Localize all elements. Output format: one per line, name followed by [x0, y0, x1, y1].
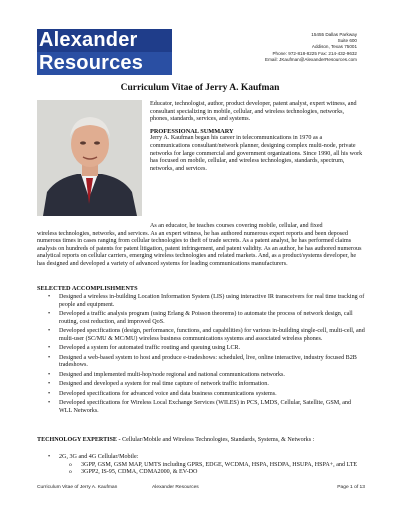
technology-expertise-label: TECHNOLOGY EXPERTISE - [37, 437, 121, 443]
contact-city: Addison, Texas 75001 [311, 44, 357, 50]
roles-paragraph [37, 223, 365, 269]
technology-expertise [37, 437, 365, 445]
company-logo [37, 29, 172, 75]
list-item: • Designed and implemented multi-hop/node regional and national communications networks. [37, 372, 365, 380]
contact-email[interactable]: Email: JKaufman@AlexanderResources.com [265, 56, 357, 62]
list-item: • Designed a wireless in-building Location Information System (LIS) using interactive IR transceivers for real time tracking of people and equipment. [37, 294, 365, 309]
list-item: • Developed a traffic analysis program (using Erlang & Poisson theorems) to automate the process of network design, call routing, cost reduction, and improved QoS. [37, 311, 365, 326]
page-title: Curriculum Vitae of Jerry A. Kaufman [120, 83, 280, 93]
list-item: • Developed specifications (design, performance, functions, and capabilities) for various in-building single-cell, multi-cell, and multi-user (SC/MU & MC/MU) wireless business communications systems and associated wireless phones. [37, 328, 365, 343]
technology-item-label: 2G, 3G and 4G Cellular/Mobile: [59, 454, 139, 460]
footer-document-title: Curriculum Vitae of Jerry A. Kaufman [37, 485, 118, 490]
intro-column [150, 101, 364, 177]
list-item [37, 454, 365, 477]
roles-paragraph-first-line: As an educator, he teaches courses covering mobile, cellular, and fixed [150, 223, 323, 229]
logo-line-2: Resources [37, 52, 172, 75]
list-item: • Developed specifications for Wireless Local Exchange Services (WILES) in PCS, LMDS, Cellular, Satellite, GSM, and WLL Networks. [37, 400, 365, 415]
portrait-icon [37, 100, 142, 216]
roles-paragraph-rest: wireless technologies, networks, and services. As an expert witness, he has authored numerous expert reports and been deposed numerous times in cases ranging from cellular technologies to theft of trade secrets. As a patent analyst, he has performed claims analysis on hundreds of patents for patent litigation, patent infringement, and patent validity. As an author, he has authored numerous analytical reports on cellular carriers, emerging wireless technologies and related markets. And, as a product/systems developer, he has designed and developed a variety of advanced systems for leading communications manufacturers. [37, 230, 362, 267]
list-item: o 3GPP, GSM, GSM MAP, UMTS including GPRS, EDGE, WCDMA, HSPA, HSDPA, HSUPA, HSPA+, and LTE [59, 462, 365, 470]
contact-phone-fax: Phone: 972-818-8225 Fax: 214-432-9632 [272, 50, 357, 56]
list-item: • Designed a web-based system to host and produce e-tradeshows: scheduled, live, online interactive, industry focused B2B tradeshows. [37, 355, 365, 370]
list-item: • Developed a system for automated traffic routing and queuing using LCR. [37, 345, 365, 353]
technology-list [37, 454, 365, 477]
logo-line-1: Alexander [37, 29, 172, 52]
professional-summary-text: Jerry A. Kaufman began his career in telecommunications in 1970 as a communications consultant/network planner, designing complex multi-node, private networks for large commercial and government organizations. Since 1990, all his work has focused on mobile, cellular, and wireless technologies, standards, spectrum, networks, and services. [150, 135, 363, 172]
list-item: • Designed and developed a system for real time capture of network traffic information. [37, 381, 365, 389]
portrait-photo [37, 100, 142, 216]
intro-paragraph: Educator, technologist, author, product developer, patent analyst, expert witness, and consultant specializing in mobile, cellular, and wireless technologies, networks, phones, standards, services, and systems. [150, 101, 357, 123]
footer-company: Alexander Resources [152, 485, 199, 490]
technology-sublist [59, 462, 365, 477]
professional-summary-heading: PROFESSIONAL SUMMARY [150, 127, 234, 135]
footer-page-number: Page 1 of 13 [337, 485, 365, 490]
list-item: o 3GPP2, IS-95, CDMA, CDMA2000, & EV-DO [59, 469, 365, 477]
contact-address-line: 15455 Dallas Parkway [311, 32, 357, 37]
list-item: • Developed specifications for advanced voice and data business communications systems. [37, 391, 365, 399]
contact-block [237, 32, 357, 63]
accomplishments-list [37, 294, 365, 417]
accomplishments-heading: SELECTED ACCOMPLISHMENTS [37, 285, 138, 292]
contact-suite: Suite 600 [337, 38, 357, 44]
technology-expertise-text: Cellular/Mobile and Wireless Technologies, Standards, Systems, & Networks : [120, 437, 315, 443]
